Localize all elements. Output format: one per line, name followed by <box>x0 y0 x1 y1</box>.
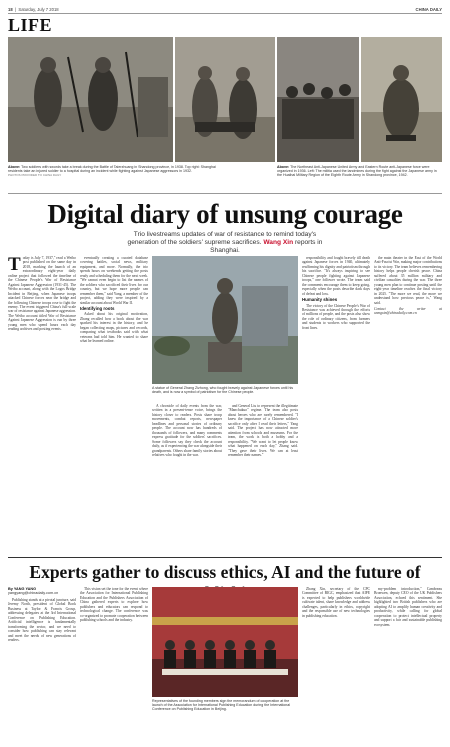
header-rule <box>8 13 442 14</box>
publication-name: CHINA DAILY <box>415 6 442 12</box>
drop-cap: T <box>8 256 21 275</box>
soldiers-photo <box>8 37 173 162</box>
article-column-2: eventually creating a curated database covering battles, social news, military equipment, and more. Normally, the trio spends hours on weekends getting the posts ready and scheduling them for the next week. "We cannot even begin to list the names of the soldiers who sacrificed their lives for our country, but we hope more people can remember them," said Yang, a member of the project, adding they were inspired by a similar account about World War II. Identifying roots Asked about his original motivation, Zhang recalled how a book about the war sparked his interest in the history, and he began collecting maps, pictures and records, comparing what textbooks said with what veterans had told him. He wanted to share what he learned online. <box>80 256 148 344</box>
article2-headline: Experts gather to discuss ethics, AI and the future of <box>29 562 421 582</box>
article-deck: Trio livestreams updates of war of resistance to remind today's generation of the soldiers' supreme sacrifices. Wang Xin reports in Shanghai. <box>127 231 323 255</box>
statue-caption: A statue of General Zhang Zizhong, who fought bravely against Japanese forces until his death, and is now a symbol of patriotism for the Chinese people. <box>152 386 294 395</box>
subhead-identifying-roots: Identifying roots <box>80 305 115 311</box>
issue-date: Saturday, July 7 2018 <box>18 6 59 12</box>
photo-credit: PHOTOS PROVIDED TO CHINA DAILY <box>8 173 62 178</box>
article-column-3: A chronicle of daily events from the war, written in a present-tense voice, brings the history closer to readers. Posts share troop movements, combat reports, newspaper headlines and personal stories of ordinary people. The account now has hundreds of thousands of followers, and many comments express gratitude for the soldiers' sacrifices. Some followers say they check the account daily, as if experiencing the war alongside their grandparents. Others share family stories about relatives who fought in the war. <box>152 404 222 457</box>
left-photo-caption: Above: Two soldiers with swords take a break during the Battle of Taierzhuang in Shandong province, in 1938. Top right: Shanghai residents take an injured soldier to a hospital during an incident while fighting against Japanese aggressors in 1932. PHOTOS PROVIDED TO CHINA DAILY <box>8 165 218 178</box>
page-number: 18 <box>8 6 13 12</box>
injured-soldier-photo <box>175 37 275 162</box>
article2-column-1: Publishing stands at a pivotal juncture, said Jeremy North, president of Global Book Business at Taylor & Francis Group, addressing delegates at the 3rd International Conference on Publishing Education. Artificial intelligence is fundamentally transforming the sector, and we need to consider how publishing can stay relevant and meet the needs of new generations of readers. <box>8 598 76 643</box>
article-divider <box>8 557 442 558</box>
article2-column-5: my-problem introduction," Cambreau Bronwen, deputy CEO of the UK Publishers Association, echoed this sentiment. She highlighted two British publishers who are adopting AI to amplify human creativity and productivity, while calling for global cooperation to protect intellectual property and support a fair and sustainable publishing ecosystem. <box>374 587 442 627</box>
writer-contact: Contact the writer at wangxin@chinadaily.com.cn <box>374 306 442 316</box>
article-column-5: responsibility and fought bravely till death against Japanese forces in 1940, ultimately reaffirming his dignity and patriotism through his sacrifice. "It's always inspiring to see Chinese people fighting against Japanese troops," one follower wrote. The team said the comments encourage them to keep going, especially when the posts describe dark days of defeat and loss. Humanity shines The victory of the Chinese People's War of Resistance was achieved through the efforts of millions of people, and the posts also show the role of ordinary citizens, from farmers and students to workers who supported the front lines. <box>302 256 370 330</box>
united-army-photo <box>277 37 359 162</box>
statue-photo <box>152 256 298 384</box>
article-column-4: and General Liu to represent the illegitimate "Manchukuo" regime. The team also posts about heroes who are rarely remembered. "I knew the importance of a Chinese soldier's sacrifice only after I read their letters," Yang said. The project has now attracted more attention from schools and museums. For the team, the work is both a hobby and a responsibility. "We want to let people know what happened on each day," Zhang said. "They gave their lives. We can at least remember their names." <box>228 404 298 457</box>
article2-byline: By YANG YANG yangyang@chinadaily.com.cn <box>8 587 59 596</box>
article-column-1: Today is July 7, 1937," read a Weibo post published on the same day in 2018, marking the launch of an extraordinary eight-year daily online project that followed the timeline of the Chinese People's War of Resistance Against Japanese Aggression (1931-45). The Weibo account, along with the Logos Bridge Incident in Beijing, when Japanese troops attacked Chinese forces near the bridge and the following Chinese troops rose to fight the enemy. The event triggered China's full-scale war of resistance against Japanese aggression. The Weibo account titled War of Resistance Against Japanese Aggression is run by three young men who spend hours each day reading archives and posting events. <box>8 256 76 332</box>
right-photo-caption: Above: The Northeast Anti-Japanese United Army and Eastern Route anti-Japanese force were organized in 1936. Left: The militia used the landmines during the fight against the Japanese army in the Huaihai Military Region of the Eighth Route Army in Shandong province, 1942. <box>277 165 437 178</box>
section-title: LIFE <box>8 15 53 35</box>
article-headline: Digital diary of unsung courage <box>47 199 403 229</box>
deck-author: Wang Xin <box>263 239 294 247</box>
section-rule <box>8 193 442 194</box>
conference-caption: Representatives of the founding members sign the memorandum of cooperation at the launch of the Association for International Publishing Education during the International Conference on Publishing Education in Beijing. <box>152 699 291 712</box>
subhead-humanity-shines: Humanity shines <box>302 297 338 303</box>
conference-photo <box>152 587 298 697</box>
article2-column-4: Zhang Xin, secretary of the CPC Committee of BIGC, emphasized that AIPE is expected to help publishers worldwide cultivate talent, share knowledge and address challenges, particularly in ethics, copyright and the responsible use of new technologies in publishing education. <box>302 587 370 618</box>
article-column-6: the main theater in the East of the World Anti-Fascist War, making major contributions to its victory. The team believes remembering history helps people cherish peace. China suffered about 35 million military and civilian casualties during the war. The three young men plan to continue posting until the eight-year timeline reaches the final victory in 2025. "The more we read, the more we understand how precious peace is," Wang said. Contact the writer at wangxin@chinadaily.com.cn <box>374 256 442 316</box>
page-header: 18 | Saturday, July 7 2018 CHINA DAILY <box>8 6 442 12</box>
militia-photo <box>361 37 442 162</box>
article2-column-2: This vision set the tone for the event where the Association for International Publishing Education and the Publishers Association of China gathered experts to explore how publishers and educators can respond to technological change. The conference was co-organized to promote cooperation between publishing schools and the industry. <box>80 587 148 623</box>
